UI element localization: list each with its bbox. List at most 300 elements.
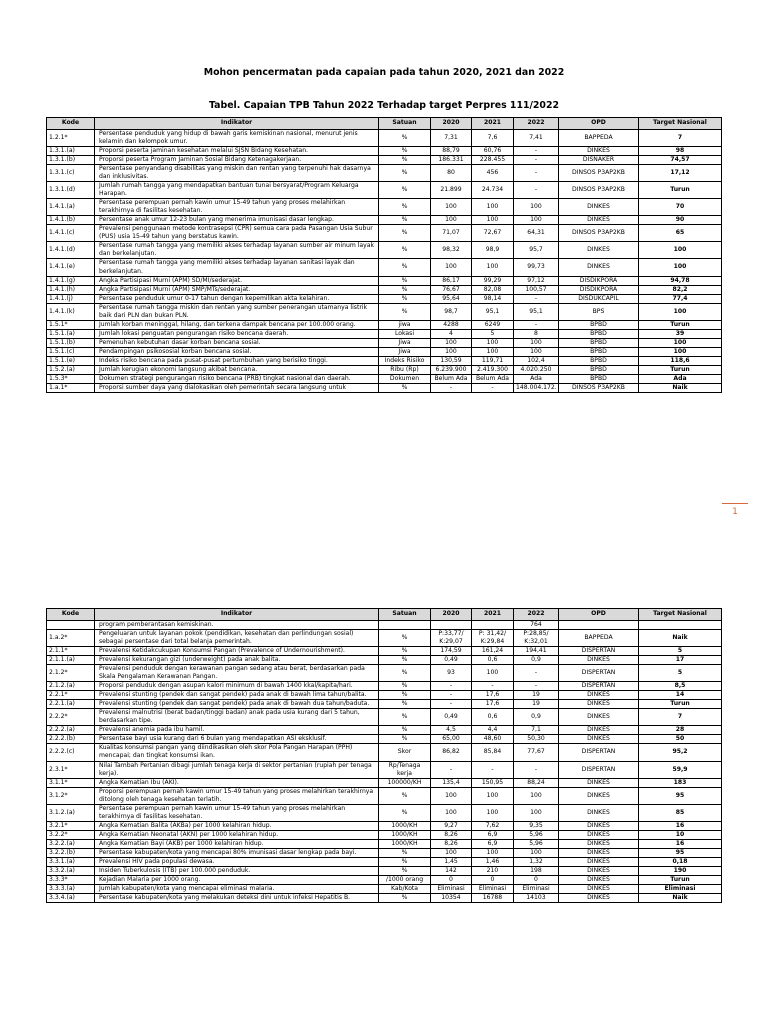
table-row	[47, 338, 722, 347]
cell-satuan: %	[379, 165, 431, 182]
cell-kode: 3.2.2*	[47, 830, 95, 839]
cell-indikator: Persentase perempuan pernah kawin umur 15-49 tahun yang proses melahirkan terakhirnya di fasilitas kesehatan.	[95, 804, 379, 821]
cell-2020: 95,64	[431, 294, 472, 303]
cell-indikator: Jumlah kabupaten/kota yang mencapai eliminasi malaria.	[95, 884, 379, 893]
cell-satuan: Skor	[379, 744, 431, 761]
cell-opd: DINSOS P3AP2KB	[559, 225, 639, 242]
cell-indikator: Proporsi perempuan pernah kawin umur 15-49 tahun yang proses melahirkan terakhirnya ditolong oleh tenaga kesehatan terlatih.	[95, 787, 379, 804]
cell-indikator: Jumlah korban meninggal, hilang, dan terkena dampak bencana per 100.000 orang.	[95, 320, 379, 329]
cell-satuan: %	[379, 857, 431, 866]
cell-2020	[431, 621, 472, 630]
cell-kode: 1.5.1.(a)	[47, 329, 95, 338]
table-row	[47, 130, 722, 147]
cell-2021: 228.455	[472, 156, 514, 165]
cell-2021: P: 31,42/ K:29,84	[472, 630, 514, 647]
cell-opd: BPBD	[559, 347, 639, 356]
cell-2022: 4.020.250	[514, 365, 559, 374]
cell-opd: DINSOS P3AP2KB	[559, 182, 639, 199]
cell-indikator: Angka Partisipasi Murni (APM) SD/MI/sederajat.	[95, 276, 379, 285]
cell-target: 94,78	[639, 276, 722, 285]
cell-satuan: 1000/KH	[379, 821, 431, 830]
cell-2021: 98,9	[472, 242, 514, 259]
table-row	[47, 199, 722, 216]
cell-2022: 194,41	[514, 647, 559, 656]
cell-2022: 1,32	[514, 857, 559, 866]
cell-indikator: Persentase penduduk umur 0-17 tahun dengan kepemilikan akta kelahiran.	[95, 294, 379, 303]
cell-opd: DISPERTAN	[559, 744, 639, 761]
cell-indikator: Angka Partisipasi Murni (APM) SMP/MTs/sederajat.	[95, 285, 379, 294]
cell-2022: 50,30	[514, 735, 559, 744]
cell-opd: DINKES	[559, 691, 639, 700]
cell-target: 85	[639, 804, 722, 821]
cell-target: 100	[639, 338, 722, 347]
header-opd: OPD	[559, 609, 639, 621]
cell-opd: BAPPEDA	[559, 130, 639, 147]
table-row	[47, 630, 722, 647]
table-row	[47, 242, 722, 259]
cell-satuan: Dokumen	[379, 374, 431, 383]
cell-kode: 1.5.1.(e)	[47, 356, 95, 365]
cell-2020: -	[431, 700, 472, 709]
table-row	[47, 691, 722, 700]
cell-indikator: Proporsi penduduk dengan asupan kalori minimum di bawah 1400 kkal/kapita/hari.	[95, 682, 379, 691]
cell-indikator: Indeks risiko bencana pada pusat-pusat pertumbuhan yang berisiko tinggi.	[95, 356, 379, 365]
cell-kode: 2.2.2.(b)	[47, 735, 95, 744]
table-body	[47, 130, 722, 393]
cell-opd: DINKES	[559, 884, 639, 893]
cell-target: 95	[639, 787, 722, 804]
cell-2021: 16788	[472, 893, 514, 902]
cell-target: 5	[639, 665, 722, 682]
cell-indikator: Proporsi peserta Program Jaminan Sosial Bidang Ketenagakerjaan.	[95, 156, 379, 165]
table-title: Tabel. Capaian TPB Tahun 2022 Terhadap target Perpres 111/2022	[208, 100, 560, 111]
cell-2022: 7,1	[514, 726, 559, 735]
header-2022: 2022	[514, 609, 559, 621]
cell-target: 100	[639, 242, 722, 259]
cell-2022: 95,1	[514, 303, 559, 320]
cell-2021: 100	[472, 665, 514, 682]
cell-opd: DINSOS P3AP2KB	[559, 383, 639, 392]
cell-indikator: Persentase kabupaten/kota yang melakukan deteksi dini untuk infeksi Hepatitis B.	[95, 893, 379, 902]
cell-indikator: Pendampingan psikososial korban bencana sosial.	[95, 347, 379, 356]
cell-kode: 1.4.1.(j)	[47, 294, 95, 303]
cell-satuan: %	[379, 893, 431, 902]
cell-kode: 1.5.1.(c)	[47, 347, 95, 356]
cell-2021: -	[472, 761, 514, 778]
cell-satuan: %	[379, 199, 431, 216]
cell-2020: 0	[431, 875, 472, 884]
cell-opd: BPBD	[559, 356, 639, 365]
cell-2021: 5	[472, 329, 514, 338]
table-row	[47, 787, 722, 804]
cell-2020: 142	[431, 866, 472, 875]
table-row	[47, 365, 722, 374]
table-row	[47, 294, 722, 303]
cell-kode: 1.5.1*	[47, 320, 95, 329]
cell-2022: 19	[514, 691, 559, 700]
cell-opd: DISPERTAN	[559, 761, 639, 778]
cell-satuan: %	[379, 147, 431, 156]
cell-target: 95,2	[639, 744, 722, 761]
table-row	[47, 347, 722, 356]
cell-2021: 1,46	[472, 857, 514, 866]
cell-2022: 198	[514, 866, 559, 875]
table-row	[47, 700, 722, 709]
cell-2021: -	[472, 682, 514, 691]
cell-kode: 2.2.2*	[47, 709, 95, 726]
cell-2020: 174,59	[431, 647, 472, 656]
cell-target: 183	[639, 778, 722, 787]
cell-indikator: Persentase bayi usia kurang dari 6 bulan yang mendapatkan ASI eksklusif.	[95, 735, 379, 744]
table-row	[47, 329, 722, 338]
cell-kode: 3.3.4.(a)	[47, 893, 95, 902]
cell-opd: DISDIKPORA	[559, 285, 639, 294]
header-satuan: Satuan	[379, 609, 431, 621]
table-row	[47, 682, 722, 691]
cell-2020: 130,59	[431, 356, 472, 365]
cell-2022: 0	[514, 875, 559, 884]
cell-2022: -	[514, 294, 559, 303]
cell-kode: 3.1.2.(a)	[47, 804, 95, 821]
cell-indikator: Angka Kematian Bayi (AKB) per 1000 kelahiran hidup.	[95, 839, 379, 848]
cell-2021: 17,6	[472, 691, 514, 700]
table-row	[47, 303, 722, 320]
cell-indikator: Prevalensi Ketidakcukupan Konsumsi Pangan (Prevalence of Undernourishment).	[95, 647, 379, 656]
cell-indikator: Pemenuhan kebutuhan dasar korban bencana sosial.	[95, 338, 379, 347]
cell-2022: 100,57	[514, 285, 559, 294]
table-row	[47, 778, 722, 787]
table-row	[47, 182, 722, 199]
cell-kode: 3.2.2.(b)	[47, 848, 95, 857]
cell-2021: 100	[472, 848, 514, 857]
cell-opd: DINKES	[559, 726, 639, 735]
cell-2022: -	[514, 165, 559, 182]
cell-2021: -	[472, 383, 514, 392]
cell-opd: BPBD	[559, 374, 639, 383]
cell-target: Ada	[639, 374, 722, 383]
cell-indikator: Persentase perempuan pernah kawin umur 15-49 tahun yang proses melahirkan terakhirnya di fasilitas kesehatan.	[95, 199, 379, 216]
cell-opd: DINKES	[559, 709, 639, 726]
cell-satuan: %	[379, 242, 431, 259]
table-row	[47, 165, 722, 182]
cell-2022: 64,31	[514, 225, 559, 242]
cell-2022: 7,41	[514, 130, 559, 147]
cell-opd: BAPPEDA	[559, 630, 639, 647]
cell-indikator: Prevalensi malnutrisi (berat badan/tinggi badan) anak pada usia kurang dari 5 tahun, berdasarkan tipe.	[95, 709, 379, 726]
cell-2021: 100	[472, 787, 514, 804]
cell-2022: 102,4	[514, 356, 559, 365]
table-row	[47, 735, 722, 744]
cell-2020: 100	[431, 347, 472, 356]
cell-2020: Eliminasi	[431, 884, 472, 893]
page-heading: Mohon pencermatan pada capaian pada tahun 2020, 2021 dan 2022	[203, 67, 565, 78]
cell-2022: -	[514, 182, 559, 199]
cell-indikator: Dokumen strategi pengurangan risiko bencana (PRB) tingkat nasional dan daerah.	[95, 374, 379, 383]
header-indikator: Indikator	[95, 609, 379, 621]
cell-kode: 1.4.1.(g)	[47, 276, 95, 285]
cell-satuan: %	[379, 804, 431, 821]
cell-indikator: Persentase penduduk yang hidup di bawah garis kemiskinan nasional, menurut jenis kelamin dan kelompok umur.	[95, 130, 379, 147]
cell-2022: 19	[514, 700, 559, 709]
table-row	[47, 875, 722, 884]
cell-satuan: Indeks Risiko	[379, 356, 431, 365]
cell-indikator: Persentase penyandang disabilitas yang miskin dan rentan yang terpenuhi hak dasarnya dan inklusivitas.	[95, 165, 379, 182]
cell-2020: 86,17	[431, 276, 472, 285]
cell-target: Turun	[639, 365, 722, 374]
cell-opd: DINKES	[559, 866, 639, 875]
cell-opd: BPBD	[559, 338, 639, 347]
cell-opd: DINKES	[559, 147, 639, 156]
cell-2020: 8,26	[431, 830, 472, 839]
cell-target: 16	[639, 839, 722, 848]
cell-opd: DISDUKCAPIL	[559, 294, 639, 303]
cell-indikator: Kejadian Malaria per 1000 orang.	[95, 875, 379, 884]
cell-opd	[559, 621, 639, 630]
cell-2022: P:28,85/ K:32,01	[514, 630, 559, 647]
cell-2020: 6.239.900	[431, 365, 472, 374]
cell-kode: 3.2.2.(a)	[47, 839, 95, 848]
cell-2021: 100	[472, 216, 514, 225]
cell-2021: 72,67	[472, 225, 514, 242]
cell-satuan: %	[379, 259, 431, 276]
cell-satuan: Jiwa	[379, 338, 431, 347]
cell-2020: 9,27	[431, 821, 472, 830]
cell-2021: Eliminasi	[472, 884, 514, 893]
cell-satuan: Jiwa	[379, 347, 431, 356]
cell-2020: 135,4	[431, 778, 472, 787]
cell-opd: DISNAKER	[559, 156, 639, 165]
cell-kode: 2.3.1*	[47, 761, 95, 778]
cell-satuan: %	[379, 647, 431, 656]
cell-2020: P:33,77/ K:29,07	[431, 630, 472, 647]
table-row	[47, 665, 722, 682]
cell-target: 98	[639, 147, 722, 156]
cell-opd: DINKES	[559, 700, 639, 709]
cell-kode: 1.4.1.(e)	[47, 259, 95, 276]
cell-opd: DINKES	[559, 735, 639, 744]
cell-opd: DINKES	[559, 216, 639, 225]
cell-kode: 2.2.2.(c)	[47, 744, 95, 761]
table-header-row	[47, 609, 722, 621]
cell-target: 17	[639, 656, 722, 665]
cell-kode: 1.3.1.(a)	[47, 147, 95, 156]
cell-2022: 5,96	[514, 830, 559, 839]
table-row	[47, 866, 722, 875]
table-body	[47, 621, 722, 903]
table-row	[47, 726, 722, 735]
table-row	[47, 893, 722, 902]
cell-kode: 3.3.2.(a)	[47, 866, 95, 875]
cell-indikator: Persentase rumah tangga miskin dan rentan yang sumber penerangan utamanya listrik baik dari PLN dan bukan PLN.	[95, 303, 379, 320]
cell-2020: 100	[431, 804, 472, 821]
cell-kode: 1.4.1.(b)	[47, 216, 95, 225]
cell-indikator: Persentase kabupaten/kota yang mencapai 80% imunisasi dasar lengkap pada bayi.	[95, 848, 379, 857]
cell-kode: 3.1.1*	[47, 778, 95, 787]
cell-satuan: %	[379, 866, 431, 875]
cell-satuan: 1000/KH	[379, 839, 431, 848]
cell-2021: 6,9	[472, 830, 514, 839]
cell-2021: 150,95	[472, 778, 514, 787]
cell-opd: DISPERTAN	[559, 647, 639, 656]
cell-kode: 1.4.1.(a)	[47, 199, 95, 216]
cell-kode: 1.a.2*	[47, 630, 95, 647]
cell-target: 190	[639, 866, 722, 875]
cell-2020: -	[431, 691, 472, 700]
table-row	[47, 761, 722, 778]
cell-kode: 1.4.1.(c)	[47, 225, 95, 242]
table-row	[47, 320, 722, 329]
cell-opd: DINKES	[559, 259, 639, 276]
cell-target: 10	[639, 830, 722, 839]
cell-2021: 161,24	[472, 647, 514, 656]
table-row	[47, 821, 722, 830]
cell-opd: DISPERTAN	[559, 665, 639, 682]
cell-opd: DISPERTAN	[559, 682, 639, 691]
cell-2020: Belum Ada	[431, 374, 472, 383]
cell-2022: Ada	[514, 374, 559, 383]
cell-indikator: Pengeluaran untuk layanan pokok (pendidikan, kesehatan dan perlindungan sosial) sebagai persentase dari total belanja pemerintah.	[95, 630, 379, 647]
cell-2021: 48,60	[472, 735, 514, 744]
cell-satuan: %	[379, 303, 431, 320]
table-row	[47, 839, 722, 848]
cell-kode: 2.1.2*	[47, 665, 95, 682]
cell-2022: 100	[514, 199, 559, 216]
cell-satuan: %	[379, 130, 431, 147]
cell-target: 95	[639, 848, 722, 857]
cell-2020: 4,5	[431, 726, 472, 735]
cell-target: 77,4	[639, 294, 722, 303]
cell-opd: DINKES	[559, 778, 639, 787]
indicator-table-page-1	[46, 117, 722, 393]
cell-indikator: Nilai Tambah Pertanian dibagi jumlah tenaga kerja di sektor pertanian (rupiah per tenaga kerja).	[95, 761, 379, 778]
cell-indikator: Prevalensi penggunaan metode kontrasepsi (CPR) semua cara pada Pasangan Usia Subur (PUS) usia 15-49 tahun yang berstatus kawin.	[95, 225, 379, 242]
cell-2022: 0,9	[514, 656, 559, 665]
cell-satuan: %	[379, 216, 431, 225]
cell-2020: 4	[431, 329, 472, 338]
cell-kode: 1.3.1.(b)	[47, 156, 95, 165]
cell-satuan: /1000 orang	[379, 875, 431, 884]
table-row	[47, 857, 722, 866]
cell-target: 100	[639, 303, 722, 320]
table-row	[47, 225, 722, 242]
table-row	[47, 804, 722, 821]
cell-target: Turun	[639, 700, 722, 709]
header-2020: 2020	[431, 118, 472, 130]
cell-satuan: Kab/Kota	[379, 884, 431, 893]
cell-2021: 119,71	[472, 356, 514, 365]
cell-2022: 100	[514, 338, 559, 347]
cell-indikator: Persentase anak umur 12-23 bulan yang menerima imunisasi dasar lengkap.	[95, 216, 379, 225]
header-kode: Kode	[47, 609, 95, 621]
cell-kode: 3.1.2*	[47, 787, 95, 804]
header-indikator: Indikator	[95, 118, 379, 130]
cell-kode: 1.4.1.(k)	[47, 303, 95, 320]
cell-2020: 71,07	[431, 225, 472, 242]
cell-indikator: Prevalensi penduduk dengan kerawanan pangan sedang atau berat, berdasarkan pada Skala Pengalaman Kerawanan Pangan.	[95, 665, 379, 682]
cell-satuan: %	[379, 787, 431, 804]
cell-target: Turun	[639, 875, 722, 884]
cell-target: 5	[639, 647, 722, 656]
cell-2021: 6,9	[472, 839, 514, 848]
table-row	[47, 884, 722, 893]
cell-kode: 2.1.2.(a)	[47, 682, 95, 691]
cell-2020: 65,00	[431, 735, 472, 744]
table-row	[47, 356, 722, 365]
cell-2022: -	[514, 682, 559, 691]
cell-satuan: %	[379, 709, 431, 726]
cell-kode: 1.3.1.(d)	[47, 182, 95, 199]
cell-2021: 0,6	[472, 709, 514, 726]
header-2022: 2022	[514, 118, 559, 130]
cell-target: 17,12	[639, 165, 722, 182]
cell-2020: 100	[431, 338, 472, 347]
cell-indikator: Persentase rumah tangga yang memiliki akses terhadap layanan sanitasi layak dan berkelanjutan.	[95, 259, 379, 276]
cell-satuan: %	[379, 630, 431, 647]
cell-2021: 99,29	[472, 276, 514, 285]
cell-target: Naik	[639, 383, 722, 392]
cell-kode: 3.3.1.(a)	[47, 857, 95, 866]
cell-kode: 2.2.1*	[47, 691, 95, 700]
cell-2021: 85,84	[472, 744, 514, 761]
cell-target: 90	[639, 216, 722, 225]
cell-2020: 186.331	[431, 156, 472, 165]
cell-2020: 10354	[431, 893, 472, 902]
table-row	[47, 656, 722, 665]
cell-target: 59,9	[639, 761, 722, 778]
cell-target: Eliminasi	[639, 884, 722, 893]
cell-indikator: Angka Kematian Ibu (AKI).	[95, 778, 379, 787]
cell-2021: 24.734	[472, 182, 514, 199]
cell-indikator: Kualitas konsumsi pangan yang diindikasikan oleh skor Pola Pangan Harapan (PPH) mencapai; dan tingkat konsumsi ikan.	[95, 744, 379, 761]
cell-2021	[472, 621, 514, 630]
cell-satuan: Lokasi	[379, 329, 431, 338]
cell-target: 7	[639, 130, 722, 147]
cell-indikator: Jumlah kerugian ekonomi langsung akibat bencana.	[95, 365, 379, 374]
cell-2020: 100	[431, 259, 472, 276]
table-row	[47, 374, 722, 383]
cell-2022: -	[514, 147, 559, 156]
header-2020: 2020	[431, 609, 472, 621]
cell-target: Naik	[639, 893, 722, 902]
table-row	[47, 709, 722, 726]
cell-2022: 77,67	[514, 744, 559, 761]
cell-2022: 100	[514, 848, 559, 857]
cell-2020: 0,49	[431, 709, 472, 726]
cell-2022: -	[514, 320, 559, 329]
cell-2022: 88,24	[514, 778, 559, 787]
cell-kode: 2.2.2.(a)	[47, 726, 95, 735]
table-row	[47, 647, 722, 656]
cell-2021: 100	[472, 804, 514, 821]
cell-satuan: %	[379, 656, 431, 665]
cell-2021: 100	[472, 347, 514, 356]
cell-2022: 9,35	[514, 821, 559, 830]
header-satuan: Satuan	[379, 118, 431, 130]
cell-opd: DINKES	[559, 875, 639, 884]
cell-2020: 7,31	[431, 130, 472, 147]
cell-kode: 3.2.1*	[47, 821, 95, 830]
cell-2021: 6249	[472, 320, 514, 329]
cell-2020: 100	[431, 787, 472, 804]
cell-kode: 1.5.2.(a)	[47, 365, 95, 374]
cell-satuan: 100000/KH	[379, 778, 431, 787]
cell-satuan: %	[379, 682, 431, 691]
cell-2021: 7,62	[472, 821, 514, 830]
cell-target: 39	[639, 329, 722, 338]
table-row	[47, 156, 722, 165]
cell-opd: DINKES	[559, 857, 639, 866]
cell-2020: 100	[431, 199, 472, 216]
